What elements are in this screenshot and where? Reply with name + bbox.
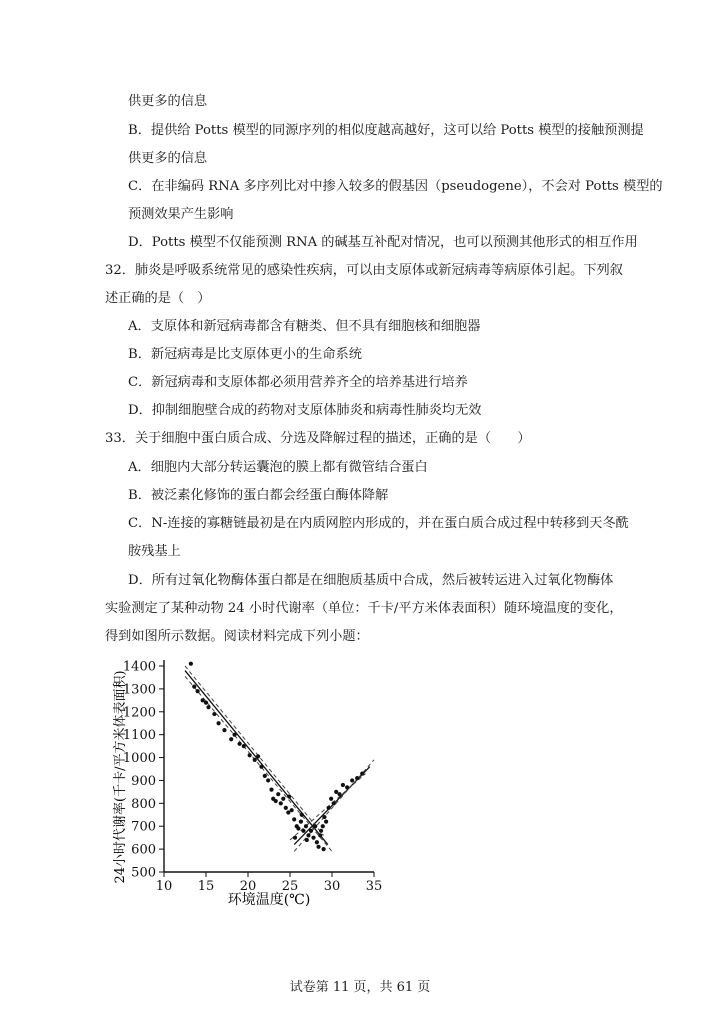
option-a: A．细胞内大部分转运囊泡的膜上都有微管结合蛋白 <box>128 460 428 475</box>
data-point <box>290 808 294 812</box>
data-point <box>322 847 326 851</box>
option-c: C．N-连接的寡糖链最初是在内质网腔内形成的，并在蛋白质合成过程中转移到天冬酰 <box>128 516 629 531</box>
y-tick-label: 1300 <box>122 682 156 698</box>
data-point <box>316 845 320 849</box>
x-tick-label: 20 <box>239 879 257 894</box>
data-point <box>311 836 315 840</box>
y-tick-label: 1000 <box>122 751 156 767</box>
y-tick-label: 1200 <box>122 705 156 721</box>
data-point <box>232 733 236 737</box>
data-point <box>238 742 242 746</box>
data-point <box>196 689 200 693</box>
data-point <box>253 758 257 762</box>
data-point <box>324 820 328 824</box>
data-point <box>287 794 291 798</box>
data-point <box>306 833 310 837</box>
text-line: B．提供给 Potts 模型的同源序列的相似度越高越好，这可以给 Potts 模型的接触预测提 <box>128 123 644 138</box>
data-point <box>319 829 323 833</box>
option-b: B．新冠病毒是比支原体更小的生命系统 <box>128 347 362 362</box>
y-tick-label: 500 <box>131 865 156 881</box>
data-point <box>341 783 345 787</box>
data-point <box>274 799 278 803</box>
data-point <box>296 826 300 830</box>
option-a: A．支原体和新冠病毒都含有糖类、但不具有细胞核和细胞器 <box>128 319 481 334</box>
x-tick-label: 10 <box>155 879 173 894</box>
option-d: D．抑制细胞壁合成的药物对支原体肺炎和病毒性肺炎均无效 <box>128 403 482 418</box>
data-point <box>315 840 319 844</box>
question-33: 33．关于细胞中蛋白质合成、分选及降解过程的描述，正确的是（ ） <box>105 431 531 446</box>
data-point <box>212 712 216 716</box>
data-point <box>322 815 326 819</box>
option-d: D．所有过氧化物酶体蛋白都是在细胞质基质中合成，然后被转运进入过氧化物酶体 <box>128 573 614 588</box>
data-point <box>284 806 288 810</box>
text-line: 预测效果产生影响 <box>128 207 234 222</box>
data-point <box>263 774 267 778</box>
data-point <box>204 701 208 705</box>
material-text: 得到如图所示数据。阅读材料完成下列小题： <box>105 629 369 644</box>
data-point <box>269 788 273 792</box>
data-point <box>192 685 196 689</box>
x-axis-label: 环境温度(℃) <box>227 892 311 908</box>
data-point <box>189 662 193 666</box>
data-point <box>266 778 270 782</box>
data-point <box>329 797 333 801</box>
option-c: C．新冠病毒和支原体都必须用营养齐全的培养基进行培养 <box>128 375 468 390</box>
y-tick-label: 1400 <box>122 659 156 675</box>
metabolic-rate-chart <box>104 652 394 912</box>
text-line: C．在非编码 RNA 多序列比对中掺入较多的假基因（pseudogene），不会对 Potts 模型的 <box>128 179 663 194</box>
y-tick-label: 900 <box>131 773 156 789</box>
data-point <box>248 753 252 757</box>
data-point <box>242 744 246 748</box>
data-point <box>229 737 233 741</box>
text-line: D．Potts 模型不仅能预测 RNA 的碱基互补配对情况，也可以预测其他形式的相互作用 <box>128 235 638 250</box>
data-point <box>337 792 341 796</box>
data-point <box>276 792 280 796</box>
data-point <box>309 829 313 833</box>
y-tick-label: 600 <box>131 842 156 858</box>
data-point <box>206 705 210 709</box>
question-32: 32．肺炎是呼吸系统常见的感染性疾病，可以由支原体或新冠病毒等病原体引起。下列叙 <box>105 263 623 278</box>
material-text: 实验测定了某种动物 24 小时代谢率（单位：千卡/平方米体表面积）随环境温度的变化， <box>105 601 623 616</box>
data-point <box>299 820 303 824</box>
data-point <box>301 829 305 833</box>
data-point <box>355 776 359 780</box>
data-point <box>281 797 285 801</box>
data-point <box>279 801 283 805</box>
text-line: 供更多的信息 <box>128 94 208 109</box>
page-footer: 试卷第 11 页，共 61 页 <box>289 980 431 995</box>
data-point <box>293 836 297 840</box>
data-point <box>292 817 296 821</box>
data-point <box>360 771 364 775</box>
confidence-line <box>185 666 324 835</box>
data-point <box>305 838 309 842</box>
data-point <box>304 824 308 828</box>
text-line: 述正确的是（ ） <box>105 291 211 306</box>
data-point <box>222 728 226 732</box>
data-point <box>313 824 317 828</box>
text-line: 供更多的信息 <box>128 151 208 166</box>
x-tick-label: 25 <box>281 879 299 894</box>
y-tick-label: 800 <box>131 796 156 812</box>
data-point <box>217 721 221 725</box>
x-tick-label: 35 <box>365 879 383 894</box>
data-point <box>318 833 322 837</box>
x-tick-label: 30 <box>323 879 341 894</box>
option-b: B．被泛素化修饰的蛋白都会经蛋白酶体降解 <box>128 488 389 503</box>
data-point <box>321 824 325 828</box>
plot-area <box>123 660 382 895</box>
y-tick-label: 700 <box>131 819 156 835</box>
y-axis-label: 24小时代谢率(千卡/平方米体表面积) <box>113 670 128 884</box>
data-point <box>256 754 260 758</box>
data-point <box>327 806 331 810</box>
data-point <box>300 813 304 817</box>
text-line: 胺残基上 <box>128 544 181 559</box>
data-point <box>332 801 336 805</box>
data-point <box>345 785 349 789</box>
data-point <box>350 778 354 782</box>
x-tick-label: 15 <box>197 879 215 894</box>
y-tick-label: 1100 <box>122 728 156 744</box>
data-point <box>259 765 263 769</box>
